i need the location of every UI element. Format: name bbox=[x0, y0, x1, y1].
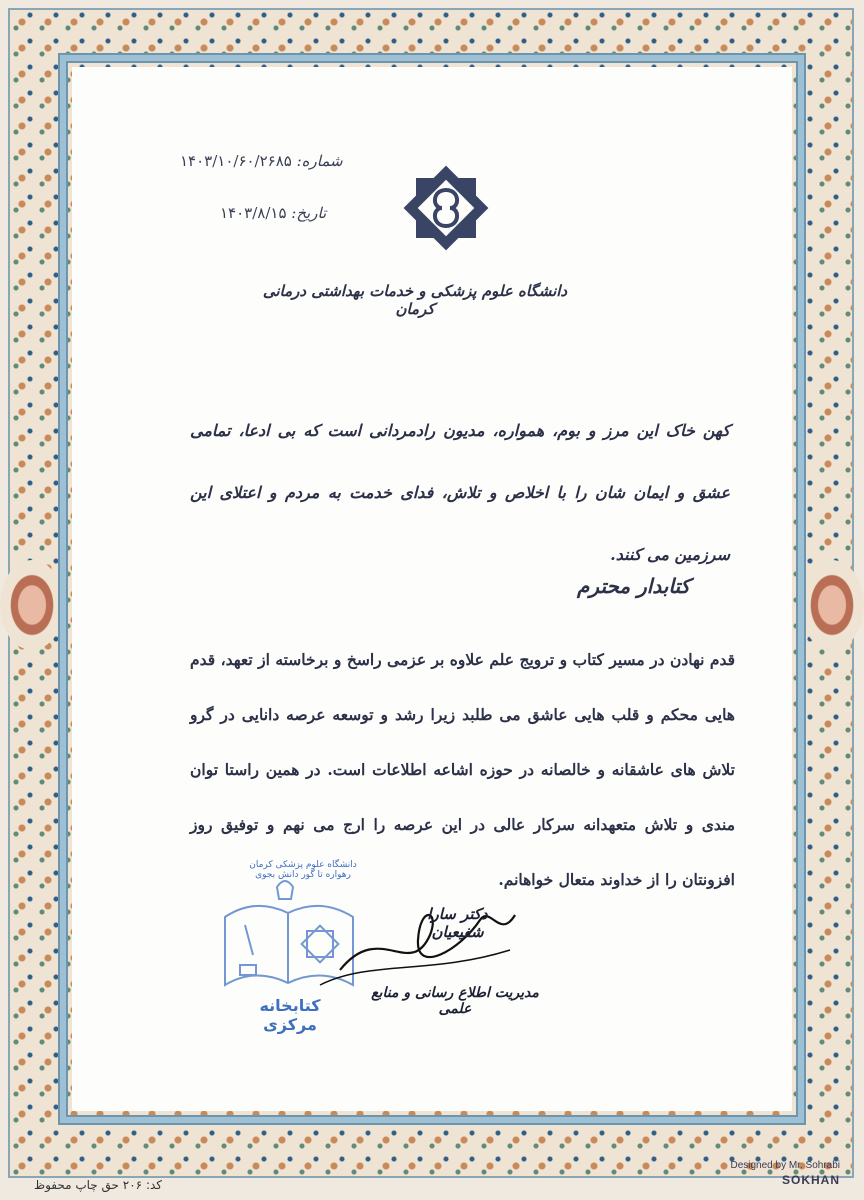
footer-brand bbox=[700, 1160, 840, 1189]
number-label: شماره: bbox=[296, 152, 343, 170]
university-name: دانشگاه علوم پزشکی و خدمات بهداشتی درمانی کرمان bbox=[262, 282, 568, 318]
stamp-label: کتابخانه مرکزی bbox=[259, 996, 321, 1034]
brand-logo: SOKHAN bbox=[781, 1173, 840, 1187]
right-medallion bbox=[800, 560, 864, 650]
number-value: ۱۴۰۳/۱۰/۶۰/۲۶۸۵ bbox=[180, 152, 292, 170]
intro-paragraph: کهن خاک این مرز و بوم، همواره، مدیون رادمردانی است که بی ادعا، تمامی عشق و ایمان شان را با اخلاص و تلاش، فدای خدمت به مردم و اعتلای این سرزمین می کنند. bbox=[190, 421, 731, 564]
ministry-emblem-icon bbox=[398, 160, 494, 256]
letter-date bbox=[220, 204, 326, 222]
letter-number bbox=[180, 152, 343, 170]
footer-code: کد: ۲۰۶ حق چاپ محفوظ bbox=[34, 1178, 162, 1192]
date-value: ۱۴۰۳/۸/۱۵ bbox=[220, 204, 287, 222]
signer-name: دکتر سارا شفیعیان bbox=[427, 905, 488, 941]
body-paragraph: قدم نهادن در مسیر کتاب و ترویج علم علاوه بر عزمی راسخ و برخاسته از تعهد، قدم هایی محکم و قلب هایی عاشق می طلبد زیرا رشد و توسعه عرصه دانایی در گرو تلاش های عاشقانه و خالصانه در حوزه اشاعه اطلاعات است. در همین راستا توان مندی و تلاش متعهدانه سرکار عالی در این عرصه را ارج می نهم و توفیق روز افزونتان را از خداوند متعال خواهانم. bbox=[190, 650, 735, 889]
greeting: کتابدار محترم bbox=[577, 574, 690, 598]
stamp-arc-text: دانشگاه علوم پزشکی کرمان رهواره تا گور دانش بجوی bbox=[249, 860, 357, 880]
brand-designer: Designed by Mr. Sohrabi bbox=[730, 1160, 840, 1171]
signer-title: مدیریت اطلاع رسانی و منابع علمی bbox=[371, 985, 539, 1017]
date-label: تاریخ: bbox=[291, 204, 327, 222]
left-medallion bbox=[0, 560, 64, 650]
